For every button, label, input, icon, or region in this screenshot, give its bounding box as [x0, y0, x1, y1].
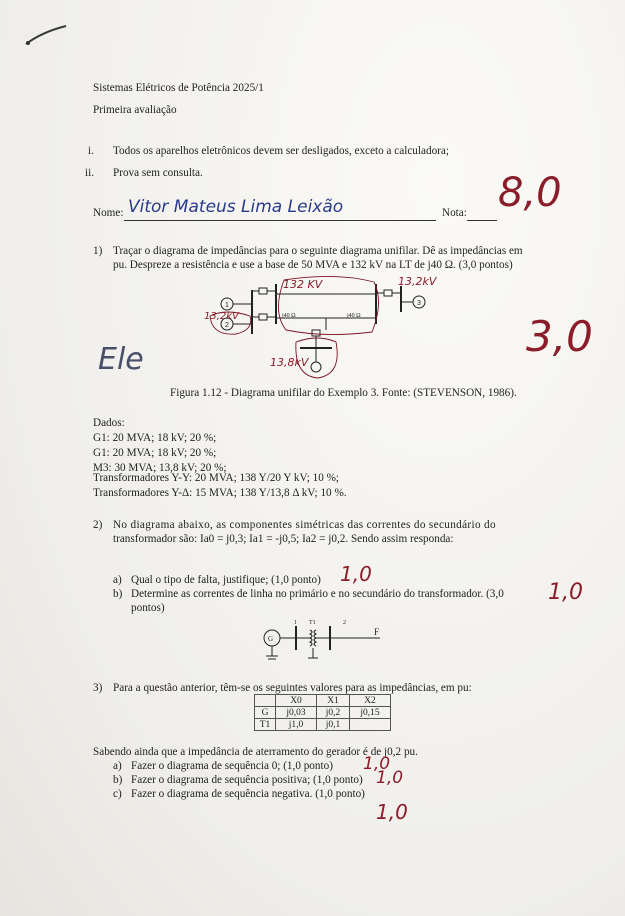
q3a-score: 1,0	[363, 754, 391, 774]
table-header-cell: X0	[276, 695, 317, 707]
grade-label: Nota:	[442, 207, 467, 219]
table-cell: j0,03	[276, 707, 317, 719]
annot-13-8kv: 13,8kV	[270, 356, 309, 369]
name-underline	[124, 220, 436, 221]
q2-bus1-label: 1	[294, 620, 297, 626]
q1-line1: Traçar o diagrama de impedâncias para o seguinte diagrama unifilar. Dê as impedâncias em	[113, 245, 523, 257]
annot-13-2kv-right: 13,2kV	[398, 275, 437, 288]
table-cell: G	[255, 707, 276, 719]
data-line-2: G1: 20 MVA; 18 kV; 20 %;	[93, 447, 217, 459]
table-header-cell: X2	[350, 695, 391, 707]
staple-mark	[22, 22, 72, 52]
q2-t1-label: T1	[309, 620, 316, 626]
single-line-diagram	[206, 272, 446, 382]
diagram-gen-2: 2	[225, 322, 229, 329]
q2-line2: transformador são: Ia0 = j0,3; Ia1 = -j0,5; Ia2 = j0,2. Sendo assim responda:	[113, 533, 454, 545]
course-title: Sistemas Elétricos de Potência 2025/1	[93, 82, 264, 94]
table-cell: j0,1	[317, 719, 350, 731]
table-cell: j0,15	[350, 707, 391, 719]
q3c-text: Fazer o diagrama de sequência negativa. (1,0 ponto)	[131, 788, 365, 800]
data-title: Dados:	[93, 417, 125, 429]
table-header-cell: X1	[317, 695, 350, 707]
q2-line1: No diagrama abaixo, as componentes simétricas das correntes do secundário do	[113, 519, 496, 531]
diagram-gen-1: 1	[225, 302, 229, 309]
examiner-signature: Ele	[98, 342, 144, 377]
q1-line2: pu. Despreze a resistência e use a base de 50 MVA e 132 kV na LT de j40 Ω. (3,0 pontos)	[113, 259, 513, 271]
table-cell: T1	[255, 719, 276, 731]
q3b-label: b)	[113, 774, 123, 786]
table-row	[255, 707, 391, 719]
q2a-score: 1,0	[340, 562, 372, 586]
q2-number: 2)	[93, 519, 103, 531]
q3c-score: 1,0	[376, 800, 408, 824]
table-header-cell	[255, 695, 276, 707]
line-label-2: j40 Ω	[347, 313, 361, 319]
q1-number: 1)	[93, 245, 103, 257]
q2a-label: a)	[113, 574, 122, 586]
q2b-text1: Determine as correntes de linha no primário e no secundário do transformador. (3,0	[131, 588, 504, 600]
table-cell: j1,0	[276, 719, 317, 731]
q3-number: 3)	[93, 682, 103, 694]
annot-13-2kv-left: 13,2kV	[204, 311, 239, 322]
q2b-score: 1,0	[548, 580, 583, 605]
name-label: Nome:	[93, 207, 124, 219]
grade-value: 8,0	[498, 170, 562, 216]
table-cell: j0,2	[317, 707, 350, 719]
q2b-text2: pontos)	[131, 602, 165, 614]
exam-title: Primeira avaliação	[93, 104, 177, 116]
q3-after-text: Sabendo ainda que a impedância de aterramento do gerador é de j0,2 pu.	[93, 746, 418, 758]
grade-underline	[467, 220, 497, 221]
table-row	[255, 719, 391, 731]
rule-number-2: ii.	[85, 167, 95, 179]
data-line-5: Transformadores Y-Δ: 15 MVA; 138 Y/13,8 Δ kV; 10 %.	[93, 487, 347, 499]
q3a-label: a)	[113, 760, 122, 772]
q3b-score: 1,0	[376, 768, 404, 788]
line-label-1: j40 Ω	[282, 313, 296, 319]
q2b-label: b)	[113, 588, 123, 600]
table-header-row	[255, 695, 391, 707]
q2-bus2-label: 2	[343, 620, 346, 626]
q2-gen-label: G	[268, 635, 274, 643]
q2-fault-label: F	[374, 627, 380, 637]
annot-132kv: 132 KV	[283, 278, 323, 291]
q3-text: Para a questão anterior, têm-se os seguintes valores para as impedâncias, em pu:	[113, 682, 472, 694]
rule-number-1: i.	[88, 145, 94, 157]
diagram-gen-3: 3	[417, 300, 421, 307]
q1-score: 3,0	[526, 312, 593, 361]
student-name: Vitor Mateus Lima Leixão	[128, 197, 344, 217]
data-line-4: Transformadores Y-Y: 20 MVA; 138 Y/20 Y kV; 10 %;	[93, 472, 340, 484]
rule-text-1: Todos os aparelhos eletrônicos devem ser desligados, exceto a calculadora;	[113, 145, 449, 157]
rule-text-2: Prova sem consulta.	[113, 167, 203, 179]
q3c-label: c)	[113, 788, 122, 800]
data-line-3: M3: 30 MVA; 13,8 kV; 20 %;	[93, 462, 227, 474]
impedance-table	[254, 694, 391, 731]
q2a-text: Qual o tipo de falta, justifique; (1,0 ponto)	[131, 574, 321, 586]
q3a-text: Fazer o diagrama de sequência 0; (1,0 ponto)	[131, 760, 333, 772]
figure-caption: Figura 1.12 - Diagrama unifilar do Exemplo 3. Fonte: (STEVENSON, 1986).	[170, 387, 517, 399]
table-cell	[350, 719, 391, 731]
data-line-1: G1: 20 MVA; 18 kV; 20 %;	[93, 432, 217, 444]
q3b-text: Fazer o diagrama de sequência positiva; (1,0 ponto)	[131, 774, 363, 786]
